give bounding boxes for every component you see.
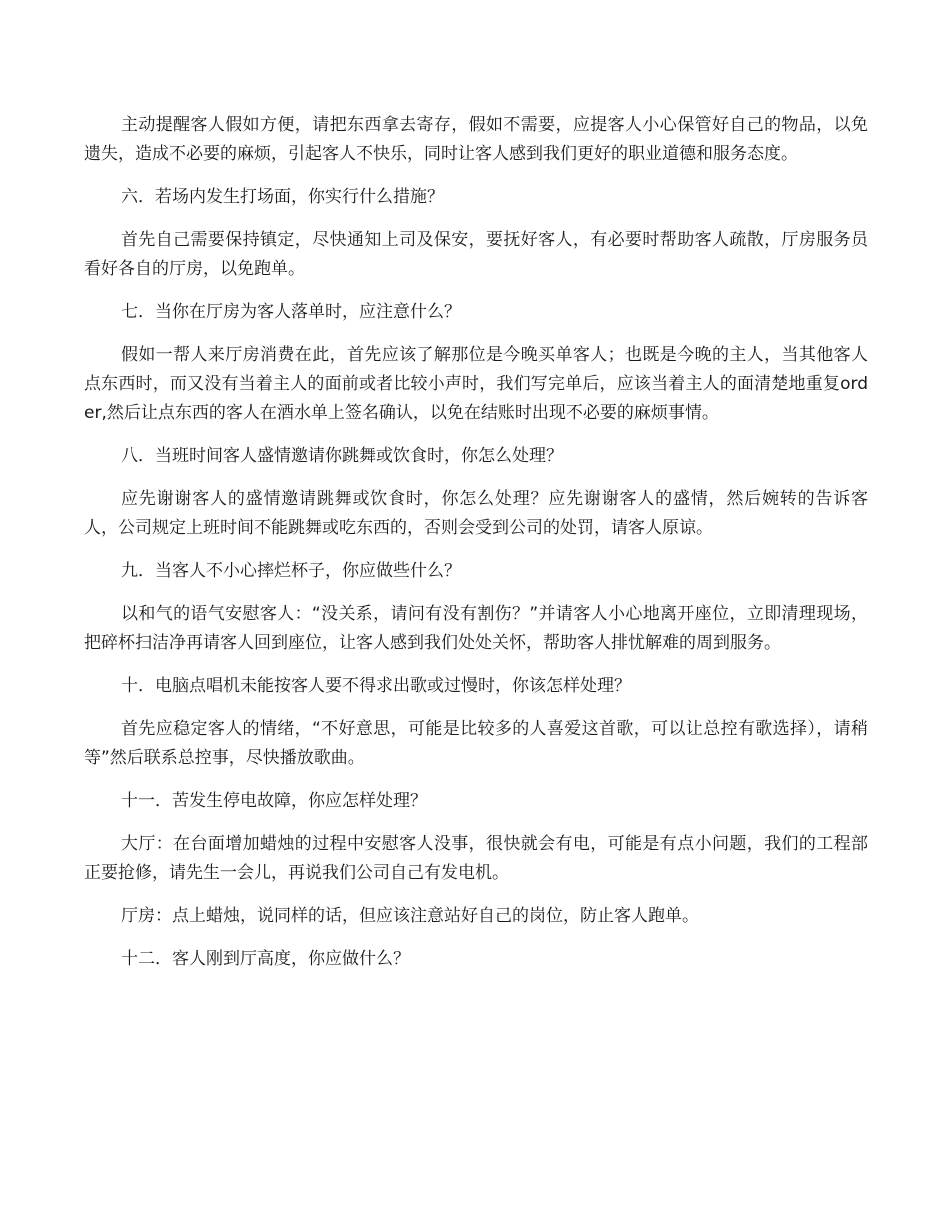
answer-paragraph-6: 首先自己需要保持镇定，尽快通知上司及保安，要抚好客人，有必要时帮助客人疏散，厅房服务员看好各自的厅房，以免跑单。 (84, 230, 868, 279)
question-heading-12: 十二．客人刚到厅高度，你应做什么？ (121, 949, 410, 969)
question-heading-10: 十．电脑点唱机未能按客人要不得求出歌或过慢时，你该怎样处理？ (121, 676, 631, 696)
answer-paragraph-11-hall: 大厅：在台面增加蜡烛的过程中安慰客人没事，很快就会有电，可能是有点小问题，我们的工程部正要抢修，请先生一会儿，再说我们公司自己有发电机。 (84, 834, 868, 883)
question-heading-6: 六．若场内发生打场面，你实行什么措施？ (121, 187, 444, 207)
question-heading-8: 八．当班时间客人盛情邀请你跳舞或饮食时，你怎么处理？ (121, 446, 563, 466)
question-heading-9: 九．当客人不小心摔烂杯子，你应做些什么？ (121, 561, 461, 581)
answer-paragraph-11-room: 厅房：点上蜡烛，说同样的话，但应该注意站好自己的岗位，防止客人跑单。 (121, 906, 699, 926)
answer-paragraph-10: 首先应稳定客人的情绪，“不好意思，可能是比较多的人喜爱这首歌，可以让总控有歌选择），请稍等”然后联系总控事，尽快播放歌曲。 (84, 719, 868, 768)
answer-paragraph-7: 假如一帮人来厅房消费在此，首先应该了解那位是今晚买单客人；也既是今晚的主人，当其他客人点东西时，而又没有当着主人的面前或者比较小声时，我们写完单后，应该当着主人的面清楚地重复order,然后让点东西的客人在酒水单上签名确认，以免在结账时出现不必要的麻烦事情。 (84, 345, 868, 423)
question-heading-7: 七．当你在厅房为客人落单时，应注意什么？ (121, 302, 461, 322)
question-heading-11: 十一．苦发生停电故障，你应怎样处理？ (121, 791, 427, 811)
answer-paragraph-9: 以和气的语气安慰客人：“没关系，请问有没有割伤？”并请客人小心地离开座位，立即清理现场，把碎杯扫洁净再请客人回到座位，让客人感到我们处处关怀，帮助客人排忧解难的周到服务。 (84, 604, 868, 653)
paragraph-storage-reminder: 主动提醒客人假如方便，请把东西拿去寄存，假如不需要，应提客人小心保管好自己的物品，以免遗失，造成不必要的麻烦，引起客人不快乐，同时让客人感到我们更好的职业道德和服务态度。 (84, 115, 868, 164)
answer-paragraph-8: 应先谢谢客人的盛情邀请跳舞或饮食时，你怎么处理？应先谢谢客人的盛情，然后婉转的告诉客人，公司规定上班时间不能跳舞或吃东西的，否则会受到公司的处罚，请客人原谅。 (84, 489, 868, 538)
document-page (84, 111, 868, 988)
